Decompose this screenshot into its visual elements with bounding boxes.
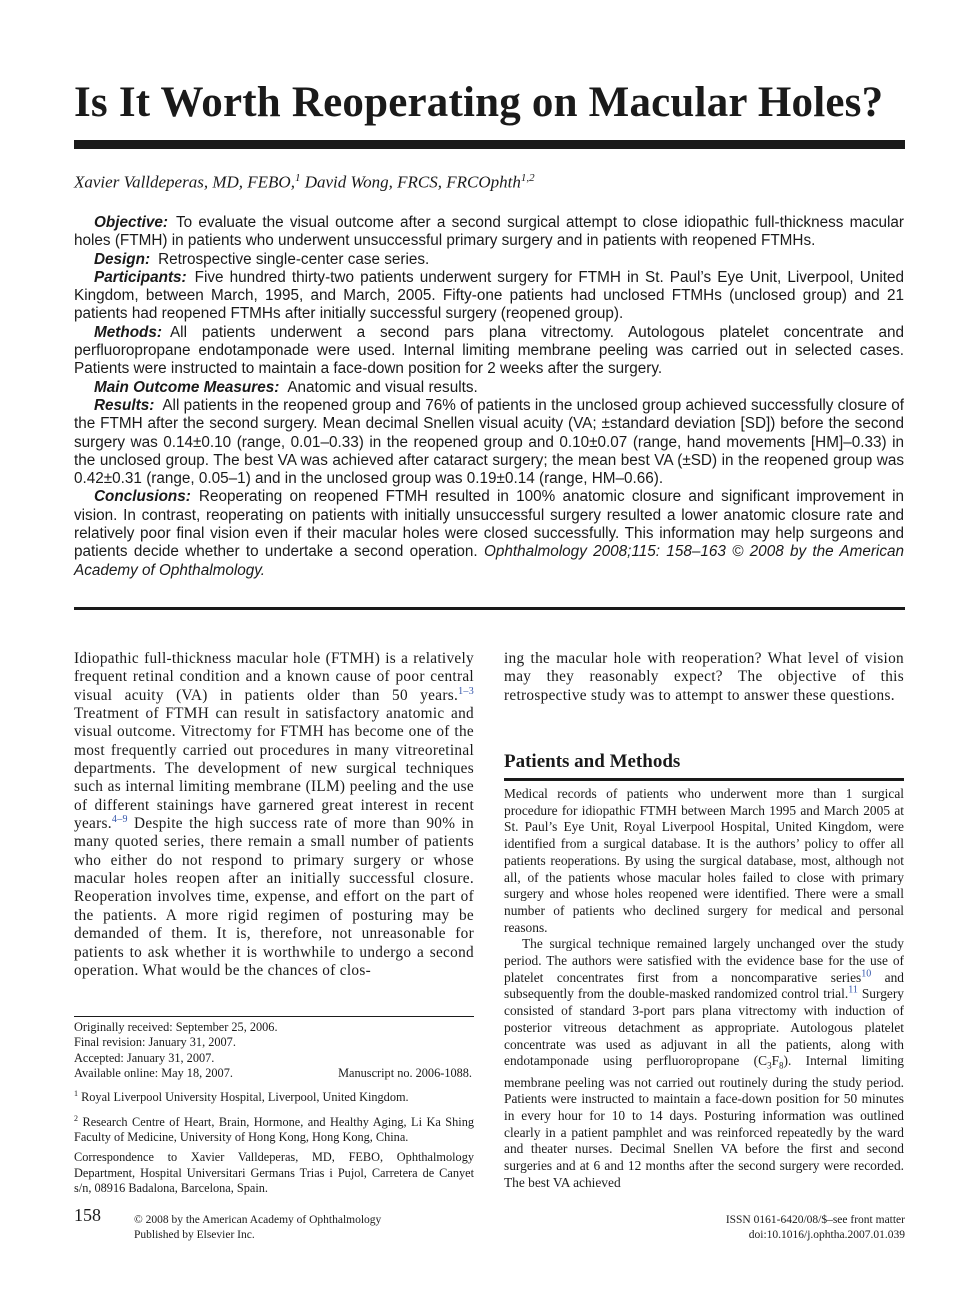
abstract-text: Retrospective single-center case series. xyxy=(158,250,430,268)
reference-link[interactable]: 11 xyxy=(848,984,858,996)
publisher: Published by Elsevier Inc. xyxy=(134,1229,255,1241)
methods-paragraph-2 xyxy=(504,936,904,1191)
title-rule xyxy=(74,140,905,149)
footnotes xyxy=(74,1020,474,1196)
issn: ISSN 0161-6420/08/$–see front matter xyxy=(725,1214,905,1226)
note-manuscript: Manuscript no. 2006-1088. xyxy=(338,1065,472,1080)
note-online: Available online: May 18, 2007. xyxy=(74,1065,233,1080)
abstract-text: Reoperating on reopened FTMH resulted in 100% anatomic closure and significant improvement in vision. In contrast, reoperating on patients with initially unsuccessful surgery resulted a lower anatomic closure rate and relatively poor final vision even if their macular holes were closed successfully. This information may help surgeons and patients decide whether to undertake a second operation. xyxy=(74,488,904,561)
intro-text-3: Despite the high success rate of more than 90% in many quoted series, there remain a small number of patients who either do not respond to primary surgery or whose macular holes reopen after an initially successful closure. Reoperation involves time, expense, and effort on the part of the patients. A more rigid regimen of posturing may be demanded of them. It is, therefore, not unreasonable for patients to ask whether it is worthwhile to undergo a second operation. What would be the chances of clos- xyxy=(74,815,474,979)
methods-paragraph-1: Medical records of patients who underwent more than 1 surgical procedure for idiopathic FTMH between March 1995 and March 2005 at St. Paul’s Eye Unit, Royal Liverpool Hospital, United Kingdom, were identified from a surgical database. It is the authors’ policy to offer all patients reoperations. By using the surgical database, most, although not all, of the patients whose macular holes failed to close with primary surgery and whose holes reopened were identified. There were a small number of patients who declined surgery for medical and personal reasons. xyxy=(504,786,904,935)
copyright: © 2008 by the American Academy of Ophthalmology xyxy=(134,1214,382,1226)
issn-info xyxy=(726,1213,905,1243)
subscript: 8 xyxy=(779,1060,784,1071)
intro-text-1: Idiopathic full-thickness macular hole (FTMH) is a relatively frequent retinal condition and a known cause of poor central visual acuity (VA) in patients older than 50 years. xyxy=(74,650,474,704)
abstract-participants xyxy=(74,269,904,324)
abstract-label: Conclusions: xyxy=(94,488,191,506)
abstract-text: To evaluate the visual outcome after a second surgical attempt to close idiopathic full-thickness macular holes (FTMH) in patients who underwent unsuccessful primary surgery and in patients with reopened FTMHs. xyxy=(74,214,904,250)
reference-link[interactable]: 1–3 xyxy=(458,685,474,697)
author-2-affiliation: 1,2 xyxy=(520,172,535,184)
paper-title: Is It Worth Reoperating on Macular Holes? xyxy=(74,79,884,126)
abstract-label: Objective: xyxy=(94,214,168,231)
abstract-measures xyxy=(74,379,904,397)
author-2: David Wong, FRCS, FRCOphth xyxy=(300,172,521,192)
subscript: 3 xyxy=(767,1060,772,1071)
abstract-label: Main Outcome Measures: xyxy=(94,378,280,396)
methods-text: F xyxy=(771,1053,780,1069)
abstract-text: Five hundred thirty-two patients underwent surgery for FTMH in St. Paul’s Eye Unit, Liverpool, United Kingdom, between March, 1995, and March, 2005. Fifty-one patients had unclosed FTMHs (unclosed group) and 21 patients had reopened FTMHs after initially successful surgery (reopened group). xyxy=(74,268,904,323)
methods-text: The surgical technique remained largely unchanged over the study period. The authors were satisfied with the evidence base for the use of platelet concentrates first from a noncomparative series xyxy=(504,936,904,985)
note-affiliation-1 xyxy=(74,1086,474,1105)
abstract-label: Design: xyxy=(94,250,151,268)
section-heading: Patients and Methods xyxy=(504,751,681,772)
abstract-label: Participants: xyxy=(94,268,187,286)
intro-paragraph xyxy=(74,650,474,980)
methods-text: and subsequently from the double-masked randomized control trial. xyxy=(504,969,905,1002)
methods-text: ). Internal limiting membrane peeling was not carried out routinely during the study period. Patients were instructed to maintain a face-down position for 50 minutes in every hour for 10 to 14 days. Posturing information was outlined clearly in a patient pamphlet and was reinforced repeatedly by the ward and theater nurses. Decimal Snellen VA before the first and second surgeries and at 6 and 12 months after the second surgery were recorded. The best VA achieved xyxy=(504,1053,905,1190)
affiliation-text: Royal Liverpool University Hospital, Liverpool, United Kingdom. xyxy=(78,1090,409,1105)
abstract-design xyxy=(74,251,904,269)
footnote-rule xyxy=(74,1016,474,1017)
methods-text: Surgery consisted of standard 3-port pars plana vitrectomy with induction of posterior vitreous detachment as appropriate. Autologous platelet concentrate was used as adjuvant in all the patients, along with endotamponade using perfluoropropane (C xyxy=(504,986,904,1069)
abstract-conclusions xyxy=(74,488,904,579)
abstract xyxy=(74,214,904,580)
note-online-row xyxy=(74,1066,474,1081)
intro-text-2: Treatment of FTMH can result in satisfactory anatomic and visual outcome. Vitrectomy for FTMH has become one of the most frequently carried out procedures in many vitreoretinal departments. The development of new surgical techniques such as internal limiting membrane (ILM) peeling and the use of different stainings have garnered great interest in recent years. xyxy=(74,705,474,833)
reference-link[interactable]: 10 xyxy=(861,968,872,980)
abstract-text: Anatomic and visual results. xyxy=(287,378,478,396)
abstract-citation: Ophthalmology 2008;115: 158–163 © 2008 by the American Academy of Ophthalmology. xyxy=(74,543,904,579)
note-received: Originally received: September 25, 2006. xyxy=(74,1020,278,1034)
intro-left-column xyxy=(74,650,474,980)
intro-right-column xyxy=(504,650,904,705)
affiliation-text: Research Centre of Heart, Brain, Hormone, and Healthy Aging, Li Ka Shing Faculty of Medicine, University of Hong Kong, Hong Kong, China. xyxy=(74,1114,474,1144)
author-1: Xavier Valldeperas, MD, FEBO, xyxy=(74,172,295,192)
methods-column xyxy=(504,786,904,1192)
section-rule xyxy=(504,778,904,781)
abstract-methods xyxy=(74,324,904,379)
note-revision: Final revision: January 31, 2007. xyxy=(74,1035,236,1050)
author-line xyxy=(74,172,535,193)
author-1-affiliation: 1 xyxy=(294,172,301,184)
abstract-label: Results: xyxy=(94,396,155,414)
abstract-label: Methods: xyxy=(94,323,162,341)
doi[interactable]: doi:10.1016/j.ophtha.2007.01.039 xyxy=(748,1229,905,1241)
abstract-rule xyxy=(74,607,905,610)
publisher-info xyxy=(134,1213,381,1243)
note-affiliation-2 xyxy=(74,1111,474,1146)
abstract-results xyxy=(74,397,904,488)
affiliation-marker: 2 xyxy=(74,1113,78,1123)
abstract-text: All patients in the reopened group and 76% of patients in the unclosed group achieved successfully closure of the FTMH after the second surgery. Mean decimal Snellen visual acuity (VA; ±standard deviation [SD]) before the second surgery was 0.14±0.10 (range, 0.01–0.33) in the reopened group and 0.10±0.07 (range, hand movements [HM]–0.33) in the unclosed group. The best VA was achieved after cataract surgery; the mean best VA (±SD) in the reopened group was 0.42±0.31 (range, 0.05–1) and in the unclosed group was 0.19±0.14 (range, HM–0.66). xyxy=(74,396,904,488)
abstract-objective xyxy=(74,214,904,251)
affiliation-marker: 1 xyxy=(74,1089,78,1099)
note-correspondence: Correspondence to Xavier Valldeperas, MD, FEBO, Ophthalmology Department, Hospital Universitari Germans Trias i Pujol, Carretera de Canyet s/n, 08916 Badalona, Barcelona, Spain. xyxy=(74,1150,474,1195)
page-number: 158 xyxy=(74,1205,101,1225)
abstract-text: All patients underwent a second pars plana vitrectomy. Autologous platelet concentrate and perfluoropropane endotamponade were used. Internal limiting membrane peeling was carried out in selected cases. Patients were instructed to maintain a face-down position for 2 weeks after the surgery. xyxy=(74,323,904,378)
note-accepted: Accepted: January 31, 2007. xyxy=(74,1050,215,1065)
intro-continuation: ing the macular hole with reoperation? What level of vision may they reasonably expect? The objective of this retrospective study was to attempt to answer these questions. xyxy=(504,650,904,704)
reference-link[interactable]: 4–9 xyxy=(111,814,128,825)
